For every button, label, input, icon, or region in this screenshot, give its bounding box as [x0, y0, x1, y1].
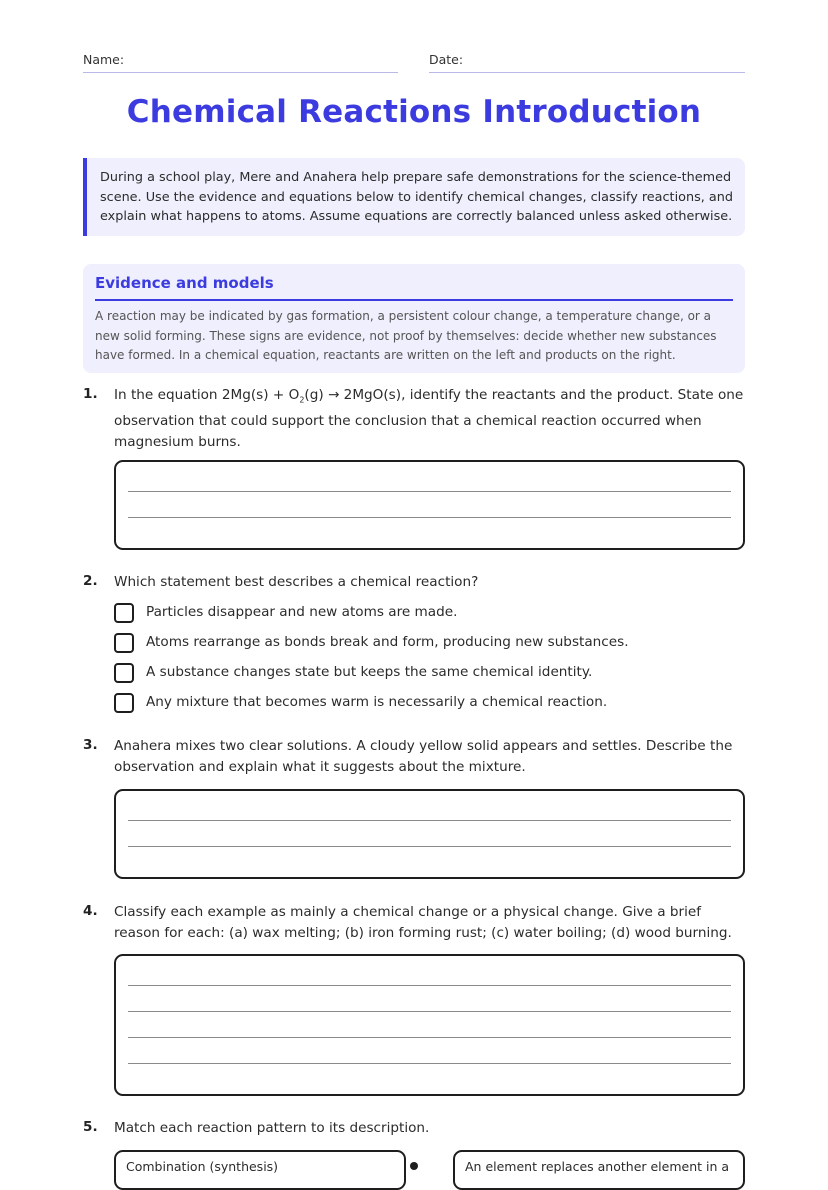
checkbox[interactable]: [114, 663, 134, 683]
writing-line: [128, 491, 731, 492]
match-item-left[interactable]: Combination (synthesis): [114, 1150, 406, 1190]
name-field[interactable]: [83, 52, 398, 73]
question-text-part: (g) → 2MgO(s), identify the reactants and the product. State one observation that could support the conclusion that a chemical reaction occurred when magnesium burns.: [114, 387, 744, 450]
question-text: Match each reaction pattern to its description.: [114, 1120, 430, 1136]
question-number: 4.: [83, 903, 98, 919]
question-text: Which statement best describes a chemical reaction?: [114, 574, 479, 590]
answer-box-3[interactable]: [114, 789, 745, 879]
question-number: 1.: [83, 386, 98, 402]
writing-line: [128, 1063, 731, 1064]
match-item-right[interactable]: An element replaces another element in a: [453, 1150, 745, 1190]
question-number: 2.: [83, 573, 98, 589]
option-label: A substance changes state but keeps the same chemical identity.: [146, 664, 593, 680]
checkbox[interactable]: [114, 603, 134, 623]
choice-option[interactable]: [114, 603, 745, 627]
question-number: 5.: [83, 1119, 98, 1135]
match-connector-dot[interactable]: [410, 1162, 418, 1170]
writing-line: [128, 1037, 731, 1038]
writing-line: [128, 985, 731, 986]
answer-box-4[interactable]: [114, 954, 745, 1096]
question-text-part: In the equation 2Mg(s) + O: [114, 387, 300, 403]
evidence-body: A reaction may be indicated by gas formation, a persistent colour change, a temperature change, or a new solid forming. These signs are evidence, not proof by themselves: decide whether new substances have formed. In a chemical equation, reactants are written on the left and products on the right.: [95, 309, 717, 362]
option-label: Atoms rearrange as bonds break and form, producing new substances.: [146, 634, 629, 650]
question-text: Anahera mixes two clear solutions. A cloudy yellow solid appears and settles. Describe the observation and explain what it suggests about the mixture.: [114, 738, 733, 775]
name-label: Name:: [83, 52, 125, 67]
evidence-panel: [83, 264, 745, 373]
intro-callout: During a school play, Mere and Anahera help prepare safe demonstrations for the science-themed scene. Use the evidence and equations below to identify chemical changes, classify reactions, and explain what happens to atoms. Assume equations are correctly balanced unless asked otherwise.: [83, 158, 745, 236]
writing-line: [128, 820, 731, 821]
date-label: Date:: [429, 52, 464, 67]
subscript: 2: [299, 395, 305, 405]
question-number: 3.: [83, 737, 98, 753]
page-title: Chemical Reactions Introduction: [126, 94, 702, 130]
checkbox[interactable]: [114, 693, 134, 713]
writing-line: [128, 846, 731, 847]
question-text: [114, 385, 744, 453]
option-label: Any mixture that becomes warm is necessarily a chemical reaction.: [146, 694, 608, 710]
date-field[interactable]: [429, 52, 745, 73]
checkbox[interactable]: [114, 633, 134, 653]
writing-line: [128, 1011, 731, 1012]
question-text: Classify each example as mainly a chemical change or a physical change. Give a brief reason for each: (a) wax melting; (b) iron forming rust; (c) water boiling; (d) wood burning.: [114, 904, 732, 941]
header-fields: [83, 52, 745, 74]
choice-option[interactable]: [114, 633, 745, 657]
choice-option[interactable]: [114, 663, 745, 687]
option-label: Particles disappear and new atoms are made.: [146, 604, 458, 620]
evidence-heading: Evidence and models: [95, 274, 733, 301]
answer-box-1[interactable]: [114, 460, 745, 550]
choice-option[interactable]: [114, 693, 745, 717]
writing-line: [128, 517, 731, 518]
